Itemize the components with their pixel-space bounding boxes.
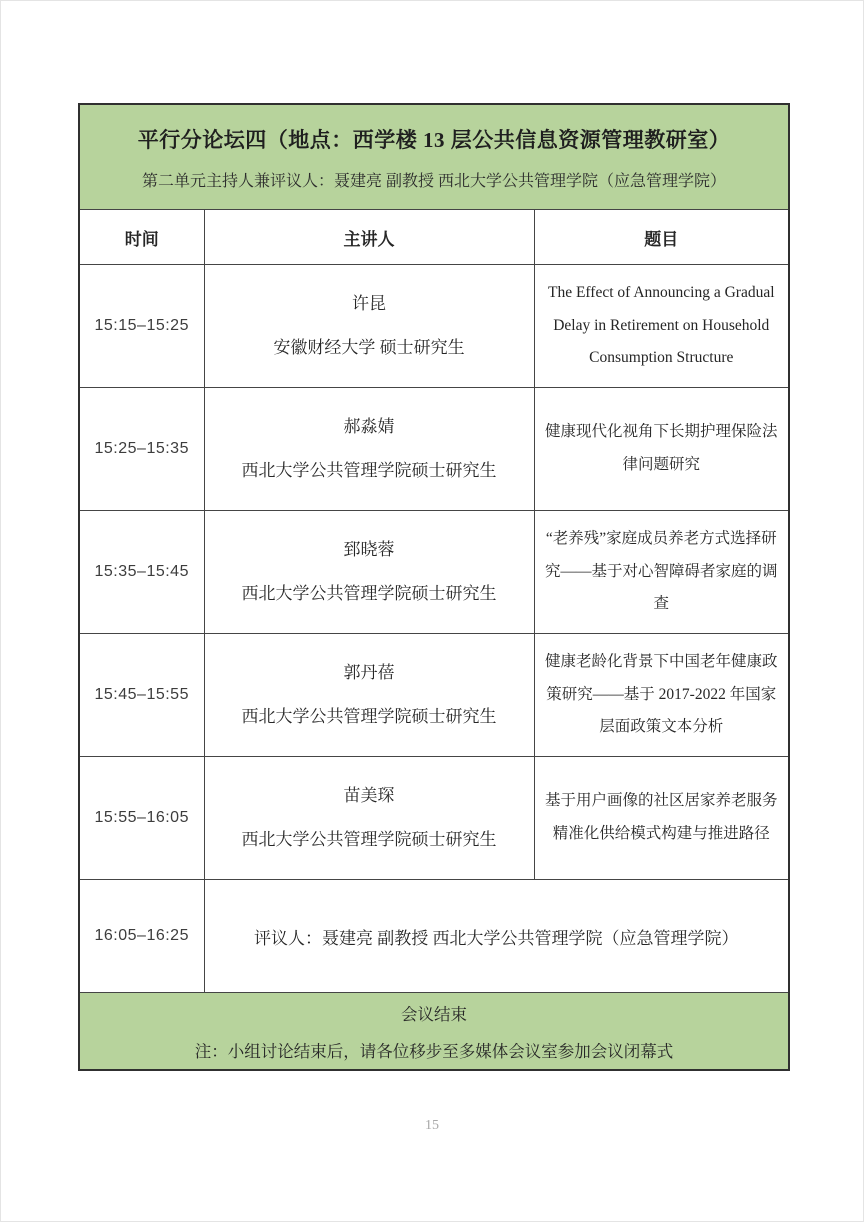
- topic-cell: The Effect of Announcing a Gradual Delay in Retirement on Household Consumption Structure: [534, 265, 789, 388]
- speaker-affiliation: 西北大学公共管理学院硕士研究生: [241, 707, 497, 726]
- speaker-cell: [204, 388, 534, 511]
- footer-banner: [79, 993, 789, 1071]
- discussant-row: [79, 880, 789, 993]
- column-header-time: 时间: [79, 210, 204, 265]
- column-header-title: 题目: [534, 210, 789, 265]
- table-row: [79, 634, 789, 757]
- speaker-name: 苗美琛: [343, 786, 395, 806]
- speaker-cell: [204, 634, 534, 757]
- speaker-cell: [204, 757, 534, 880]
- speaker-name: 郅晓蓉: [343, 540, 395, 560]
- forum-banner: [79, 104, 789, 210]
- page-number: 15: [425, 1118, 439, 1133]
- topic-cell: 健康现代化视角下长期护理保险法律问题研究: [534, 388, 789, 511]
- time-cell: 15:25–15:35: [79, 388, 204, 511]
- meeting-end-note: 会议结束: [401, 1004, 468, 1024]
- time-cell: 15:15–15:25: [79, 265, 204, 388]
- forum-subtitle: 第二单元主持人兼评议人：聂建亮 副教授 西北大学公共管理学院（应急管理学院）: [142, 172, 727, 190]
- column-header-speaker: 主讲人: [204, 210, 534, 265]
- speaker-name: 郭丹蓓: [343, 663, 395, 683]
- speaker-cell: [204, 511, 534, 634]
- closing-ceremony-note: 注：小组讨论结束后，请各位移步至多媒体会议室参加会议闭幕式: [194, 1041, 674, 1061]
- footer-banner-cell: [79, 993, 789, 1071]
- table-header-row: [79, 210, 789, 265]
- table-row: [79, 757, 789, 880]
- speaker-affiliation: 西北大学公共管理学院硕士研究生: [241, 584, 497, 603]
- speaker-affiliation: 西北大学公共管理学院硕士研究生: [241, 830, 497, 849]
- topic-cell: 健康老龄化背景下中国老年健康政策研究——基于 2017-2022 年国家层面政策文本分析: [534, 634, 789, 757]
- speaker-cell: [204, 265, 534, 388]
- table-row: [79, 388, 789, 511]
- forum-banner-cell: [79, 104, 789, 210]
- schedule-table: [78, 103, 790, 1071]
- topic-cell: 基于用户画像的社区居家养老服务精准化供给模式构建与推进路径: [534, 757, 789, 880]
- time-cell: 15:55–16:05: [79, 757, 204, 880]
- table-row: [79, 511, 789, 634]
- speaker-name: 许昆: [352, 294, 386, 314]
- speaker-affiliation: 安徽财经大学 硕士研究生: [273, 338, 465, 357]
- time-cell: 15:35–15:45: [79, 511, 204, 634]
- discussant-cell: 评议人：聂建亮 副教授 西北大学公共管理学院（应急管理学院）: [204, 880, 789, 993]
- time-cell: 16:05–16:25: [79, 880, 204, 993]
- topic-cell: “老养残”家庭成员养老方式选择研究——基于对心智障碍者家庭的调查: [534, 511, 789, 634]
- forum-title: 平行分论坛四（地点：西学楼 13 层公共信息资源管理教研室）: [137, 127, 731, 152]
- time-cell: 15:45–15:55: [79, 634, 204, 757]
- table-row: [79, 265, 789, 388]
- speaker-name: 郝淼婧: [343, 417, 395, 437]
- speaker-affiliation: 西北大学公共管理学院硕士研究生: [241, 461, 497, 480]
